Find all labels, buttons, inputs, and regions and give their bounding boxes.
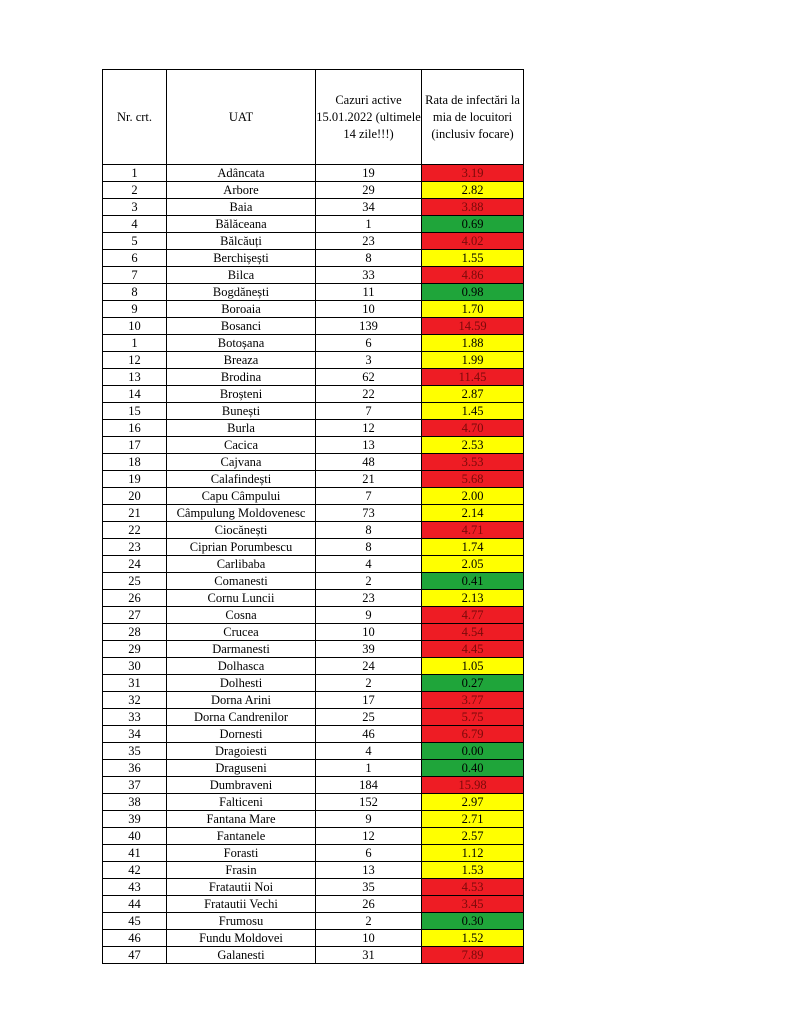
active-cases-cell: 34 [316, 199, 422, 216]
table-row [103, 607, 524, 624]
row-number-cell: 13 [103, 369, 167, 386]
table-row [103, 573, 524, 590]
table-row [103, 522, 524, 539]
infection-rate-cell: 4.54 [422, 624, 524, 641]
row-number-cell: 32 [103, 692, 167, 709]
infection-rate-cell: 0.40 [422, 760, 524, 777]
active-cases-cell: 29 [316, 182, 422, 199]
table-row [103, 709, 524, 726]
table-row [103, 828, 524, 845]
uat-name-cell: Galanesti [167, 947, 316, 964]
uat-name-cell: Boroaia [167, 301, 316, 318]
infection-rate-cell: 0.69 [422, 216, 524, 233]
infection-rate-cell: 3.45 [422, 896, 524, 913]
row-number-cell: 4 [103, 216, 167, 233]
uat-name-cell: Cacica [167, 437, 316, 454]
uat-name-cell: Dolhesti [167, 675, 316, 692]
active-cases-cell: 8 [316, 250, 422, 267]
infection-rate-cell: 2.71 [422, 811, 524, 828]
active-cases-cell: 4 [316, 743, 422, 760]
uat-name-cell: Falticeni [167, 794, 316, 811]
row-number-cell: 22 [103, 522, 167, 539]
table-row [103, 488, 524, 505]
table-row [103, 505, 524, 522]
active-cases-cell: 10 [316, 624, 422, 641]
uat-name-cell: Bunești [167, 403, 316, 420]
table-row [103, 692, 524, 709]
infection-rate-cell: 1.53 [422, 862, 524, 879]
row-number-cell: 35 [103, 743, 167, 760]
table-row [103, 777, 524, 794]
uat-name-cell: Frasin [167, 862, 316, 879]
table-row [103, 845, 524, 862]
uat-name-cell: Draguseni [167, 760, 316, 777]
uat-name-cell: Dornesti [167, 726, 316, 743]
row-number-cell: 1 [103, 335, 167, 352]
uat-name-cell: Adâncata [167, 165, 316, 182]
active-cases-cell: 19 [316, 165, 422, 182]
active-cases-cell: 26 [316, 896, 422, 913]
uat-name-cell: Crucea [167, 624, 316, 641]
active-cases-cell: 46 [316, 726, 422, 743]
uat-name-cell: Dolhasca [167, 658, 316, 675]
active-cases-cell: 39 [316, 641, 422, 658]
row-number-cell: 31 [103, 675, 167, 692]
active-cases-cell: 13 [316, 437, 422, 454]
table-row [103, 726, 524, 743]
active-cases-cell: 24 [316, 658, 422, 675]
table-row [103, 913, 524, 930]
table-header [103, 70, 524, 165]
table-row [103, 624, 524, 641]
infection-rate-cell: 1.70 [422, 301, 524, 318]
row-number-cell: 1 [103, 165, 167, 182]
uat-name-cell: Câmpulung Moldovenesc [167, 505, 316, 522]
table-row [103, 947, 524, 964]
row-number-cell: 25 [103, 573, 167, 590]
infection-rate-cell: 4.53 [422, 879, 524, 896]
infection-rate-cell: 1.12 [422, 845, 524, 862]
row-number-cell: 27 [103, 607, 167, 624]
row-number-cell: 10 [103, 318, 167, 335]
infection-rate-cell: 3.77 [422, 692, 524, 709]
active-cases-cell: 1 [316, 216, 422, 233]
active-cases-cell: 8 [316, 522, 422, 539]
row-number-cell: 23 [103, 539, 167, 556]
row-number-cell: 47 [103, 947, 167, 964]
table-row [103, 267, 524, 284]
active-cases-cell: 13 [316, 862, 422, 879]
active-cases-cell: 17 [316, 692, 422, 709]
row-number-cell: 34 [103, 726, 167, 743]
active-cases-cell: 10 [316, 930, 422, 947]
infection-rate-cell: 5.75 [422, 709, 524, 726]
row-number-cell: 12 [103, 352, 167, 369]
infection-rate-cell: 4.02 [422, 233, 524, 250]
table-row [103, 318, 524, 335]
row-number-cell: 40 [103, 828, 167, 845]
uat-name-cell: Brodina [167, 369, 316, 386]
infection-rate-cell: 2.82 [422, 182, 524, 199]
row-number-cell: 7 [103, 267, 167, 284]
row-number-cell: 24 [103, 556, 167, 573]
table-row [103, 369, 524, 386]
active-cases-cell: 184 [316, 777, 422, 794]
uat-name-cell: Ciprian Porumbescu [167, 539, 316, 556]
uat-name-cell: Dorna Candrenilor [167, 709, 316, 726]
row-number-cell: 9 [103, 301, 167, 318]
table-row [103, 811, 524, 828]
table-body [103, 165, 524, 964]
uat-name-cell: Arbore [167, 182, 316, 199]
uat-name-cell: Fratautii Vechi [167, 896, 316, 913]
active-cases-cell: 35 [316, 879, 422, 896]
active-cases-cell: 6 [316, 335, 422, 352]
table-row [103, 437, 524, 454]
table-row [103, 386, 524, 403]
table-row [103, 590, 524, 607]
infection-rate-cell: 2.57 [422, 828, 524, 845]
table-row [103, 675, 524, 692]
uat-name-cell: Bosanci [167, 318, 316, 335]
uat-name-cell: Fantanele [167, 828, 316, 845]
active-cases-cell: 8 [316, 539, 422, 556]
active-cases-cell: 48 [316, 454, 422, 471]
table-row [103, 760, 524, 777]
active-cases-cell: 62 [316, 369, 422, 386]
uat-name-cell: Bălăceana [167, 216, 316, 233]
uat-name-cell: Calafindești [167, 471, 316, 488]
table-row [103, 352, 524, 369]
infection-rate-cell: 4.71 [422, 522, 524, 539]
table-row [103, 879, 524, 896]
uat-name-cell: Fantana Mare [167, 811, 316, 828]
active-cases-cell: 7 [316, 488, 422, 505]
active-cases-cell: 12 [316, 420, 422, 437]
row-number-cell: 43 [103, 879, 167, 896]
infection-rate-cell: 1.45 [422, 403, 524, 420]
uat-name-cell: Darmanesti [167, 641, 316, 658]
uat-name-cell: Ciocănești [167, 522, 316, 539]
uat-name-cell: Cornu Luncii [167, 590, 316, 607]
infection-rate-table [102, 69, 524, 964]
table-row [103, 930, 524, 947]
uat-name-cell: Comanesti [167, 573, 316, 590]
active-cases-cell: 9 [316, 607, 422, 624]
uat-name-cell: Breaza [167, 352, 316, 369]
infection-rate-cell: 0.00 [422, 743, 524, 760]
table-row [103, 199, 524, 216]
uat-name-cell: Bilca [167, 267, 316, 284]
table-row [103, 284, 524, 301]
active-cases-cell: 23 [316, 233, 422, 250]
row-number-cell: 6 [103, 250, 167, 267]
uat-name-cell: Dumbraveni [167, 777, 316, 794]
uat-name-cell: Fundu Moldovei [167, 930, 316, 947]
uat-name-cell: Burla [167, 420, 316, 437]
infection-rate-cell: 2.00 [422, 488, 524, 505]
infection-rate-cell: 3.53 [422, 454, 524, 471]
infection-rate-cell: 2.13 [422, 590, 524, 607]
uat-name-cell: Berchișești [167, 250, 316, 267]
row-number-cell: 18 [103, 454, 167, 471]
row-number-cell: 36 [103, 760, 167, 777]
active-cases-cell: 11 [316, 284, 422, 301]
table-row [103, 233, 524, 250]
infection-rate-cell: 1.55 [422, 250, 524, 267]
row-number-cell: 33 [103, 709, 167, 726]
infection-rate-cell: 0.27 [422, 675, 524, 692]
uat-name-cell: Dorna Arini [167, 692, 316, 709]
table-row [103, 335, 524, 352]
uat-name-cell: Bălcăuți [167, 233, 316, 250]
infection-rate-cell: 1.52 [422, 930, 524, 947]
header-row [103, 70, 524, 165]
uat-name-cell: Broșteni [167, 386, 316, 403]
uat-name-cell: Baia [167, 199, 316, 216]
row-number-cell: 28 [103, 624, 167, 641]
active-cases-cell: 33 [316, 267, 422, 284]
table-row [103, 403, 524, 420]
row-number-cell: 8 [103, 284, 167, 301]
infection-rate-cell: 4.70 [422, 420, 524, 437]
uat-name-cell: Botoșana [167, 335, 316, 352]
uat-name-cell: Dragoiesti [167, 743, 316, 760]
table-row [103, 794, 524, 811]
table-row [103, 182, 524, 199]
header-nr-crt: Nr. crt. [103, 70, 167, 165]
active-cases-cell: 4 [316, 556, 422, 573]
active-cases-cell: 23 [316, 590, 422, 607]
active-cases-cell: 3 [316, 352, 422, 369]
active-cases-cell: 9 [316, 811, 422, 828]
active-cases-cell: 2 [316, 913, 422, 930]
infection-rate-cell: 0.30 [422, 913, 524, 930]
row-number-cell: 15 [103, 403, 167, 420]
row-number-cell: 26 [103, 590, 167, 607]
uat-name-cell: Cajvana [167, 454, 316, 471]
active-cases-cell: 31 [316, 947, 422, 964]
infection-rate-cell: 2.14 [422, 505, 524, 522]
active-cases-cell: 152 [316, 794, 422, 811]
row-number-cell: 30 [103, 658, 167, 675]
row-number-cell: 20 [103, 488, 167, 505]
table-row [103, 539, 524, 556]
row-number-cell: 44 [103, 896, 167, 913]
row-number-cell: 38 [103, 794, 167, 811]
active-cases-cell: 22 [316, 386, 422, 403]
infection-rate-cell: 1.05 [422, 658, 524, 675]
row-number-cell: 14 [103, 386, 167, 403]
infection-rate-cell: 2.97 [422, 794, 524, 811]
header-uat: UAT [167, 70, 316, 165]
table-row [103, 641, 524, 658]
active-cases-cell: 2 [316, 573, 422, 590]
table-row [103, 250, 524, 267]
uat-name-cell: Fratautii Noi [167, 879, 316, 896]
infection-rate-cell: 6.79 [422, 726, 524, 743]
active-cases-cell: 6 [316, 845, 422, 862]
table-row [103, 896, 524, 913]
active-cases-cell: 21 [316, 471, 422, 488]
row-number-cell: 3 [103, 199, 167, 216]
uat-name-cell: Forasti [167, 845, 316, 862]
row-number-cell: 41 [103, 845, 167, 862]
infection-rate-cell: 14.59 [422, 318, 524, 335]
infection-rate-cell: 4.45 [422, 641, 524, 658]
active-cases-cell: 139 [316, 318, 422, 335]
table-row [103, 301, 524, 318]
table-row [103, 216, 524, 233]
uat-name-cell: Cosna [167, 607, 316, 624]
infection-rate-cell: 1.99 [422, 352, 524, 369]
row-number-cell: 5 [103, 233, 167, 250]
row-number-cell: 19 [103, 471, 167, 488]
active-cases-cell: 1 [316, 760, 422, 777]
infection-rate-cell: 4.86 [422, 267, 524, 284]
infection-rate-cell: 1.74 [422, 539, 524, 556]
uat-name-cell: Frumosu [167, 913, 316, 930]
table-row [103, 556, 524, 573]
table-row [103, 420, 524, 437]
infection-rate-cell: 5.68 [422, 471, 524, 488]
table-row [103, 471, 524, 488]
infection-rate-cell: 4.77 [422, 607, 524, 624]
infection-rate-cell: 1.88 [422, 335, 524, 352]
row-number-cell: 46 [103, 930, 167, 947]
row-number-cell: 17 [103, 437, 167, 454]
infection-rate-cell: 3.19 [422, 165, 524, 182]
uat-name-cell: Bogdănești [167, 284, 316, 301]
infection-rate-cell: 0.41 [422, 573, 524, 590]
table-row [103, 862, 524, 879]
infection-rate-cell: 15.98 [422, 777, 524, 794]
active-cases-cell: 10 [316, 301, 422, 318]
active-cases-cell: 73 [316, 505, 422, 522]
active-cases-cell: 25 [316, 709, 422, 726]
row-number-cell: 21 [103, 505, 167, 522]
active-cases-cell: 7 [316, 403, 422, 420]
table-row [103, 454, 524, 471]
row-number-cell: 2 [103, 182, 167, 199]
row-number-cell: 37 [103, 777, 167, 794]
active-cases-cell: 12 [316, 828, 422, 845]
row-number-cell: 39 [103, 811, 167, 828]
uat-name-cell: Carlibaba [167, 556, 316, 573]
infection-rate-cell: 2.05 [422, 556, 524, 573]
infection-rate-cell: 2.87 [422, 386, 524, 403]
row-number-cell: 16 [103, 420, 167, 437]
header-infection-rate: Rata de infectări la mia de locuitori (inclusiv focare) [422, 70, 524, 165]
header-active-cases: Cazuri active 15.01.2022 (ultimele 14 zile!!!) [316, 70, 422, 165]
infection-rate-cell: 0.98 [422, 284, 524, 301]
infection-rate-cell: 3.88 [422, 199, 524, 216]
uat-name-cell: Capu Câmpului [167, 488, 316, 505]
infection-rate-cell: 7.89 [422, 947, 524, 964]
table-row [103, 165, 524, 182]
table-row [103, 658, 524, 675]
row-number-cell: 42 [103, 862, 167, 879]
active-cases-cell: 2 [316, 675, 422, 692]
table-row [103, 743, 524, 760]
infection-rate-cell: 11.45 [422, 369, 524, 386]
row-number-cell: 29 [103, 641, 167, 658]
row-number-cell: 45 [103, 913, 167, 930]
infection-rate-cell: 2.53 [422, 437, 524, 454]
